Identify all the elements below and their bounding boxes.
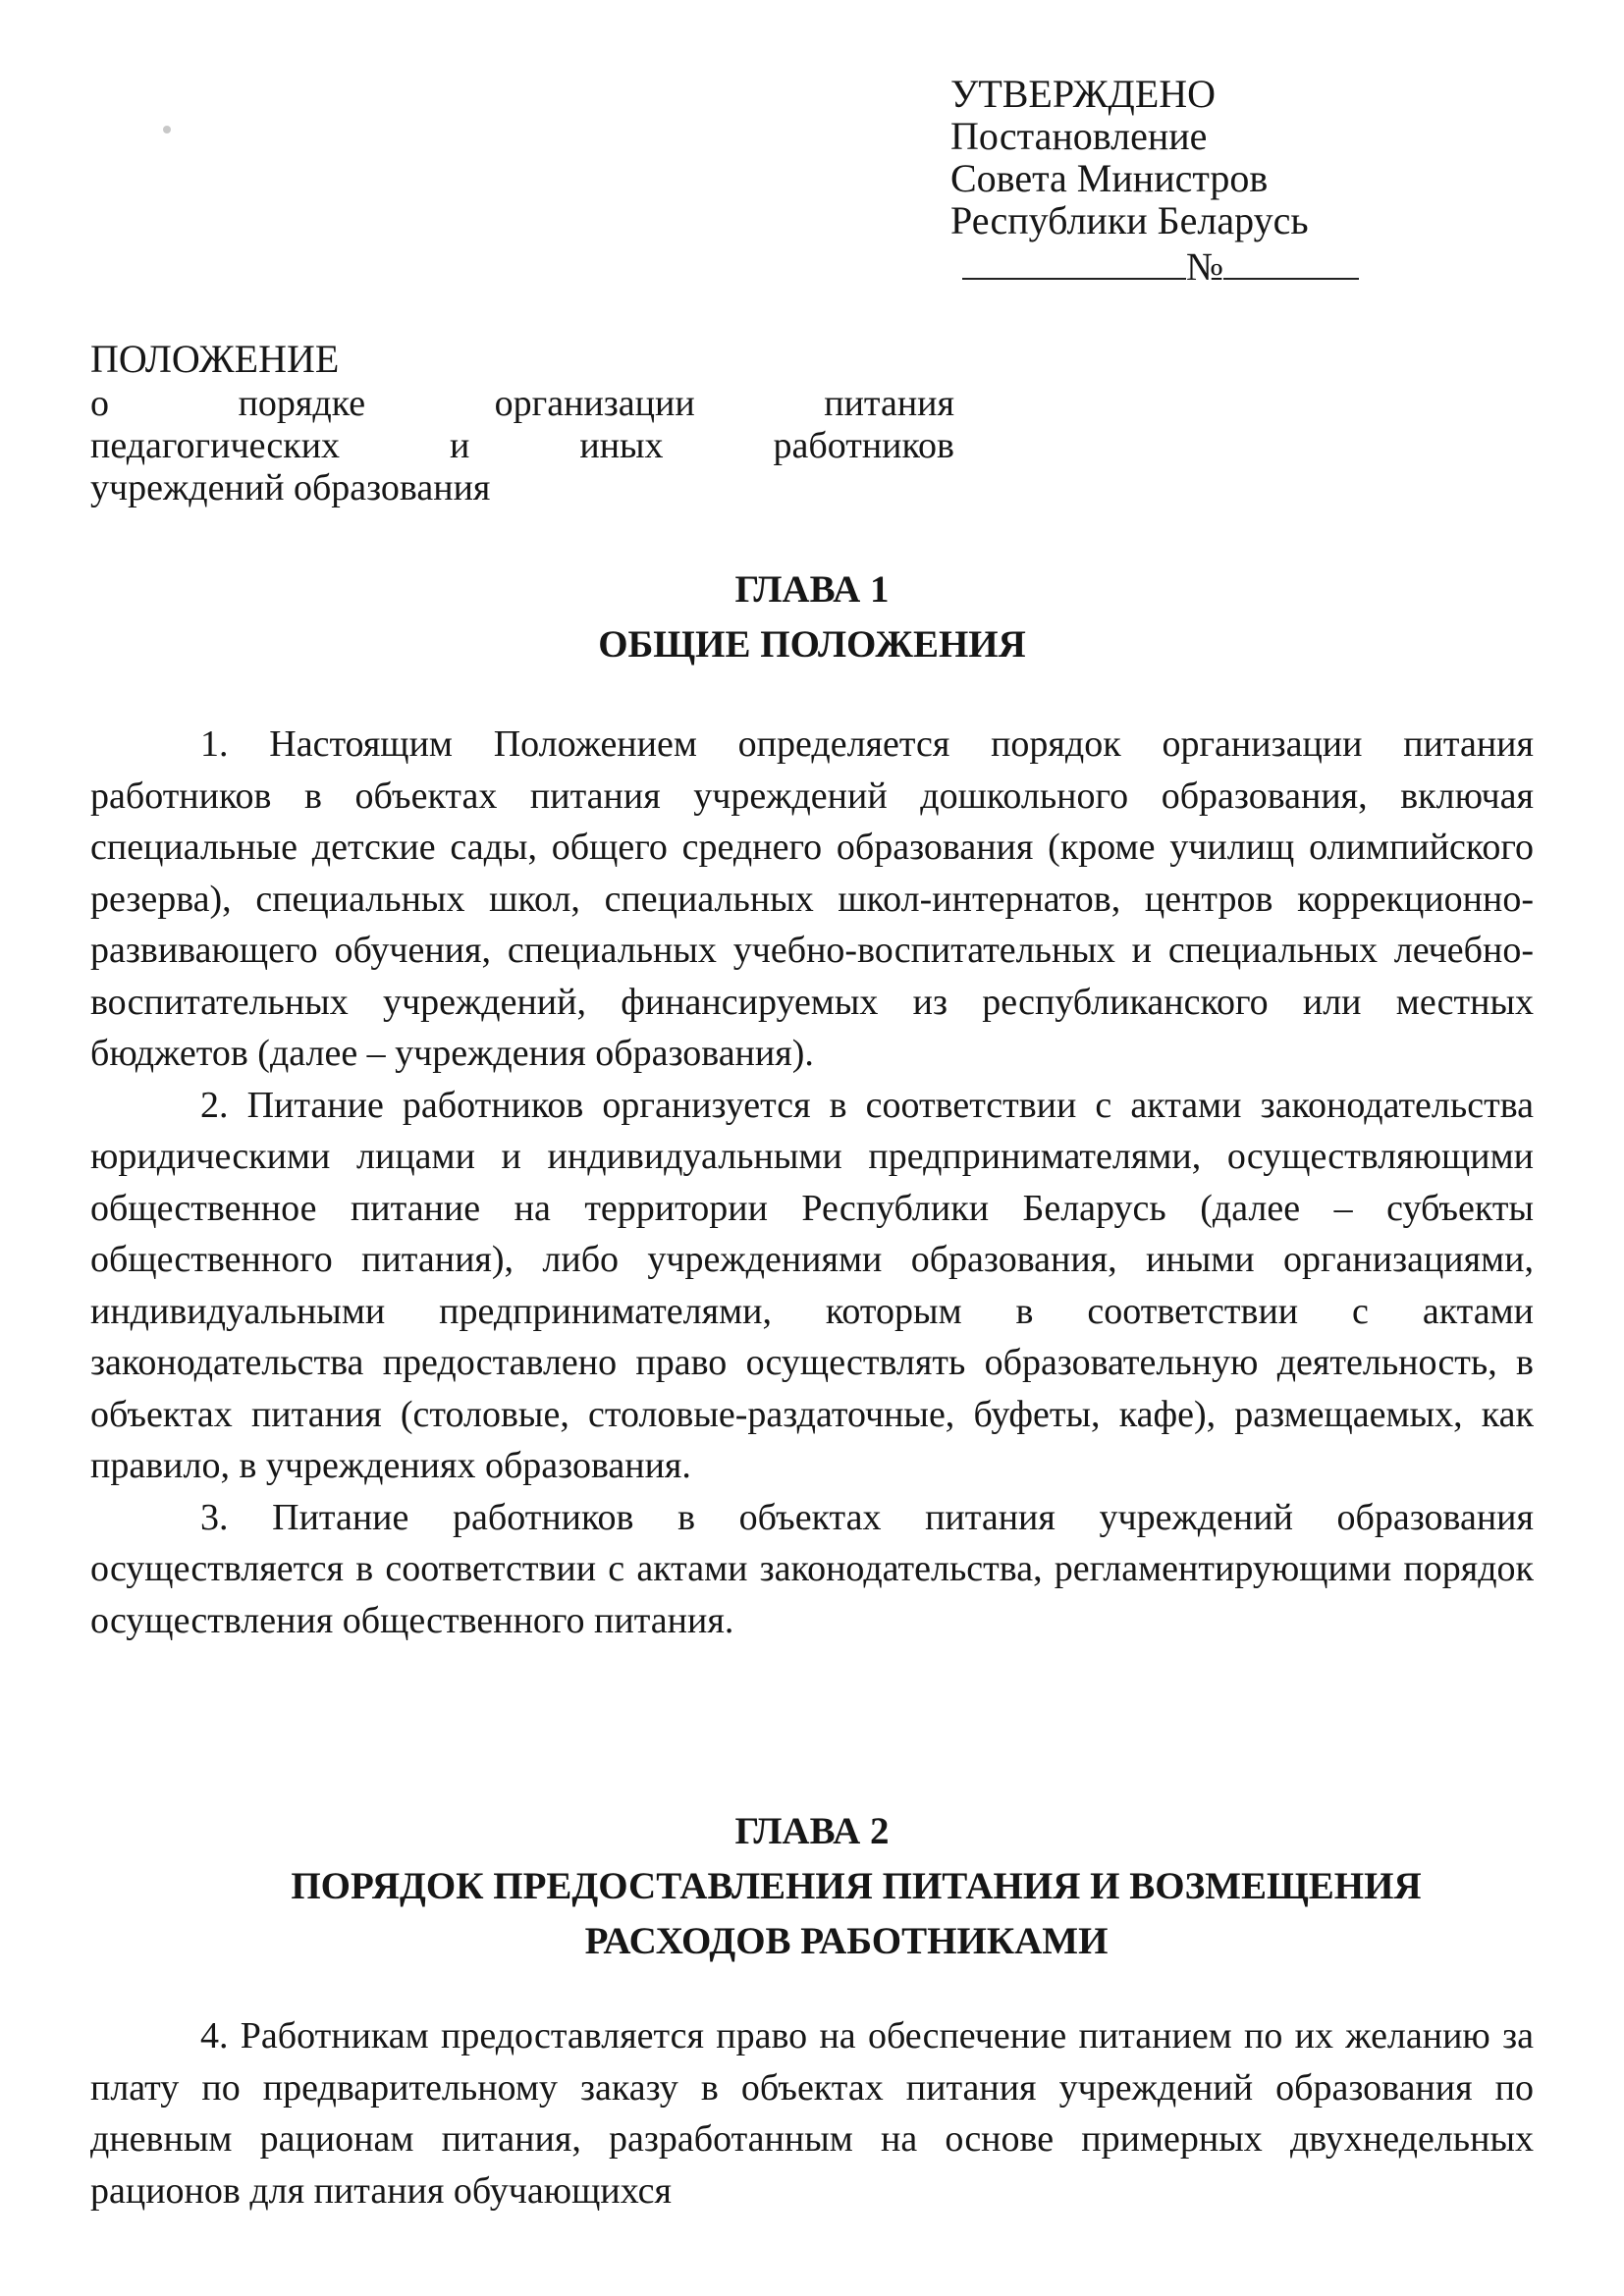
- scan-speck: [163, 126, 171, 133]
- number-sign: №: [1186, 244, 1224, 289]
- chapter-1-label: ГЛАВА 1: [734, 568, 890, 611]
- subject-line-1: о порядке организации питания: [90, 383, 954, 424]
- chapter-2-title-line-2: РАСХОДОВ РАБОТНИКАМИ: [584, 1920, 1109, 1962]
- date-blank: [962, 250, 1186, 280]
- approval-heading: УТВЕРЖДЕНО: [950, 72, 1217, 116]
- chapter-2-heading: [90, 1804, 1534, 1969]
- approval-stamp-block: [950, 73, 1382, 288]
- chapter-1-heading: [90, 562, 1534, 672]
- paragraph-1: 1. Настоящим Положением определяется порядок организации питания работников в объектах питания учреждений дошкольного образования, включая специальные детские сады, общего среднего образования (кроме училищ олимпийского резерва), специальных школ, специальных школ-интернатов, центров коррекционно-развивающего обучения, специальных учебно-воспитательных и специальных лечебно-воспитательных учреждений, финансируемых из республиканского или местных бюджетов (далее – учреждения образования).: [90, 723, 1534, 1074]
- chapter-1-title: ОБЩИЕ ПОЛОЖЕНИЯ: [598, 623, 1026, 666]
- subject-line-2: педагогических и иных работников: [90, 425, 954, 466]
- chapter-2-title-line-1: ПОРЯДОК ПРЕДОСТАВЛЕНИЯ ПИТАНИЯ И ВОЗМЕЩЕНИЯ: [291, 1865, 1422, 1907]
- approval-number-line: [962, 245, 1382, 288]
- paragraph-4: 4. Работникам предоставляется право на обеспечение питанием по их желанию за плату по предварительному заказу в объектах питания учреждений образования по дневным рационам питания, разработанным на основе примерных двухнедельных рационов для питания обучающихся: [90, 2015, 1534, 2212]
- number-blank: [1223, 250, 1359, 280]
- chapter-2-body: [90, 2010, 1534, 2216]
- paragraph-2: 2. Питание работников организуется в соответствии с актами законодательства юридическими лицами и индивидуальными предпринимателями, осуществляющими общественное питание на территории Республики Беларусь (далее – субъекты общественного питания), либо учреждениями образования, иными организациями, индивидуальными предпринимателями, которым в соответствии с актами законодательства предоставлено право осуществлять образовательную деятельность, в объектах питания (столовые, столовые-раздаточные, буфеты, кафе), размещаемых, как правило, в учреждениях образования.: [90, 1084, 1534, 1486]
- subject-line-3: учреждений образования: [90, 467, 491, 508]
- approval-authority: Совета Министров: [950, 156, 1269, 200]
- document-type: ПОЛОЖЕНИЕ: [90, 337, 340, 381]
- chapter-1-body: [90, 719, 1534, 1646]
- chapter-2-label: ГЛАВА 2: [734, 1810, 890, 1852]
- paragraph-3: 3. Питание работников в объектах питания учреждений образования осуществляется в соответствии с актами законодательства, регламентирующими порядок осуществления общественного питания.: [90, 1496, 1534, 1641]
- approval-country: Республики Беларусь: [950, 198, 1309, 242]
- approval-act-type: Постановление: [950, 114, 1208, 158]
- document-subject: [90, 383, 954, 509]
